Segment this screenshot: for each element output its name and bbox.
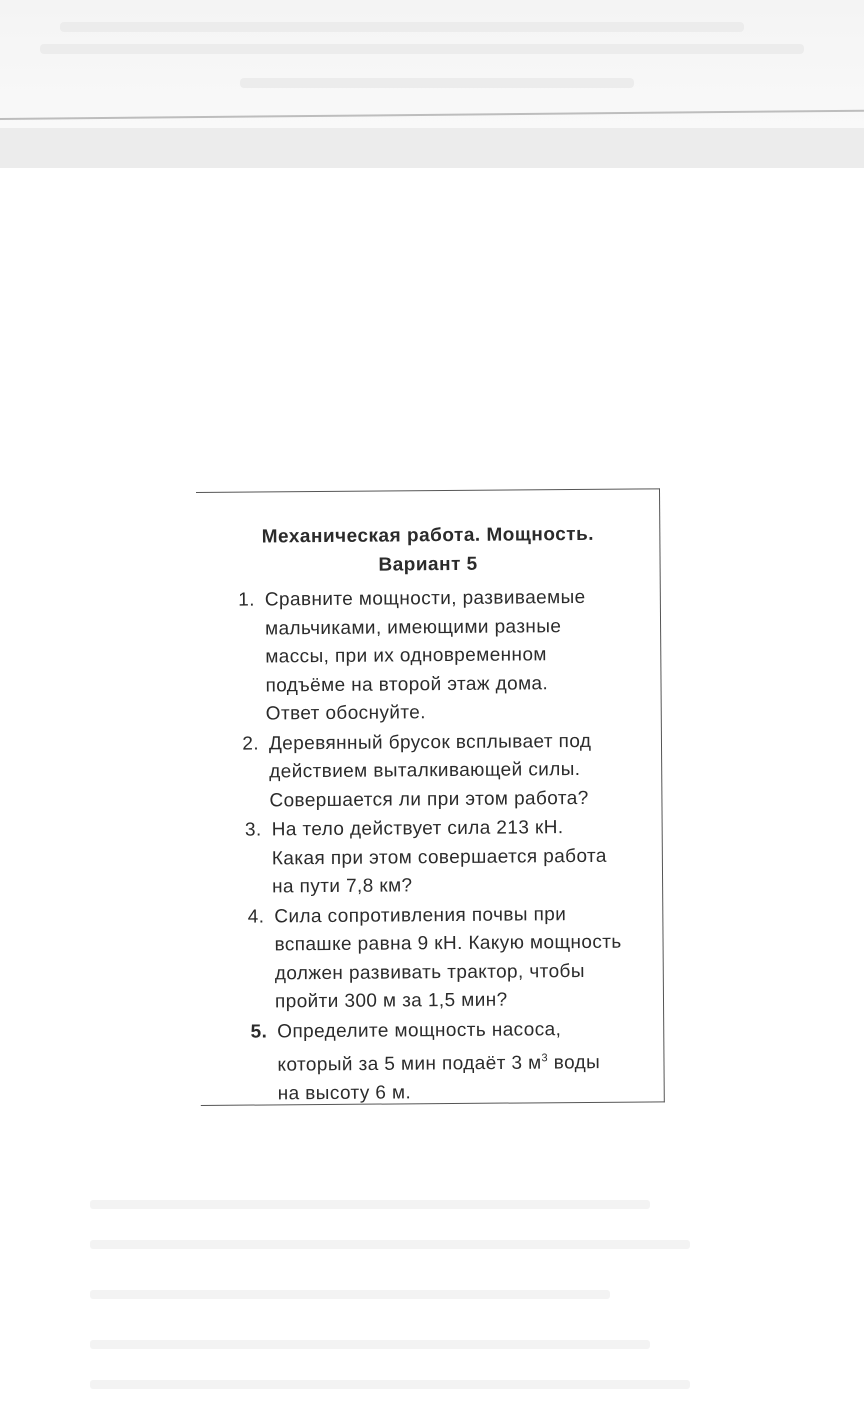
task-text xyxy=(265,583,661,729)
task-line: Какая при этом совершается работа xyxy=(271,845,607,869)
bleed-through-line xyxy=(90,1240,690,1249)
faint-text-line xyxy=(240,78,634,88)
bleed-through-line xyxy=(90,1290,610,1299)
task-number: 4. xyxy=(247,905,265,928)
task-line: подъёме на второй этаж дома. xyxy=(265,672,549,696)
task-text xyxy=(274,900,663,1017)
bleed-through-line xyxy=(90,1340,650,1349)
task-line: вспашке равна 9 кН. Какую мощность xyxy=(274,931,622,956)
scanner-band xyxy=(0,128,864,168)
task-line: Сила сопротивления почвы при xyxy=(274,903,567,927)
task-line: действием выталкивающей силы. xyxy=(269,758,581,783)
superscript-exponent: 3 xyxy=(541,1052,549,1065)
task-line: Определите мощность насоса, xyxy=(277,1018,562,1042)
faint-text-line xyxy=(60,22,744,32)
worksheet-card xyxy=(196,488,665,1106)
worksheet-title xyxy=(196,519,659,581)
task-number: 2. xyxy=(242,733,260,755)
task-5 xyxy=(200,1015,664,1109)
bleed-through-line xyxy=(90,1380,690,1389)
scan-top-area xyxy=(0,0,864,128)
task-line: на высоту 6 м. xyxy=(277,1082,412,1105)
task-number: 5. xyxy=(250,1020,268,1043)
task-line: массы, при их одновременном xyxy=(265,644,547,668)
task-text xyxy=(272,813,663,902)
task-line: Ответ обоснуйте. xyxy=(265,702,426,725)
task-line: пройти 300 м за 1,5 мин? xyxy=(274,989,508,1013)
title-line-1: Механическая работа. Мощность. xyxy=(261,523,595,548)
task-line-part: воды xyxy=(547,1052,601,1074)
task-line: На тело действует сила 213 кН. xyxy=(271,817,564,841)
task-2 xyxy=(198,727,662,816)
task-line: должен развивать трактор, чтобы xyxy=(274,960,585,984)
task-text xyxy=(277,1015,664,1109)
task-line xyxy=(277,1043,653,1080)
bleed-through-line xyxy=(90,1200,650,1209)
task-line: на пути 7,8 км? xyxy=(272,875,413,898)
task-4 xyxy=(199,900,663,1018)
task-1 xyxy=(197,583,661,729)
task-number: 3. xyxy=(244,819,262,841)
task-line-part: который за 5 мин подаёт 3 м xyxy=(277,1052,542,1076)
faint-text-line xyxy=(40,44,804,54)
task-line: Совершается ли при этом работа? xyxy=(269,787,589,811)
task-list xyxy=(197,583,664,1109)
task-text xyxy=(269,727,662,816)
task-line: Сравните мощности, развиваемые xyxy=(264,586,586,611)
task-3 xyxy=(199,813,663,902)
task-number: 1. xyxy=(238,589,255,611)
task-line: Деревянный брусок всплывает под xyxy=(268,730,592,754)
title-line-2: Вариант 5 xyxy=(378,553,478,576)
task-line: мальчиками, имеющими разные xyxy=(264,615,562,639)
